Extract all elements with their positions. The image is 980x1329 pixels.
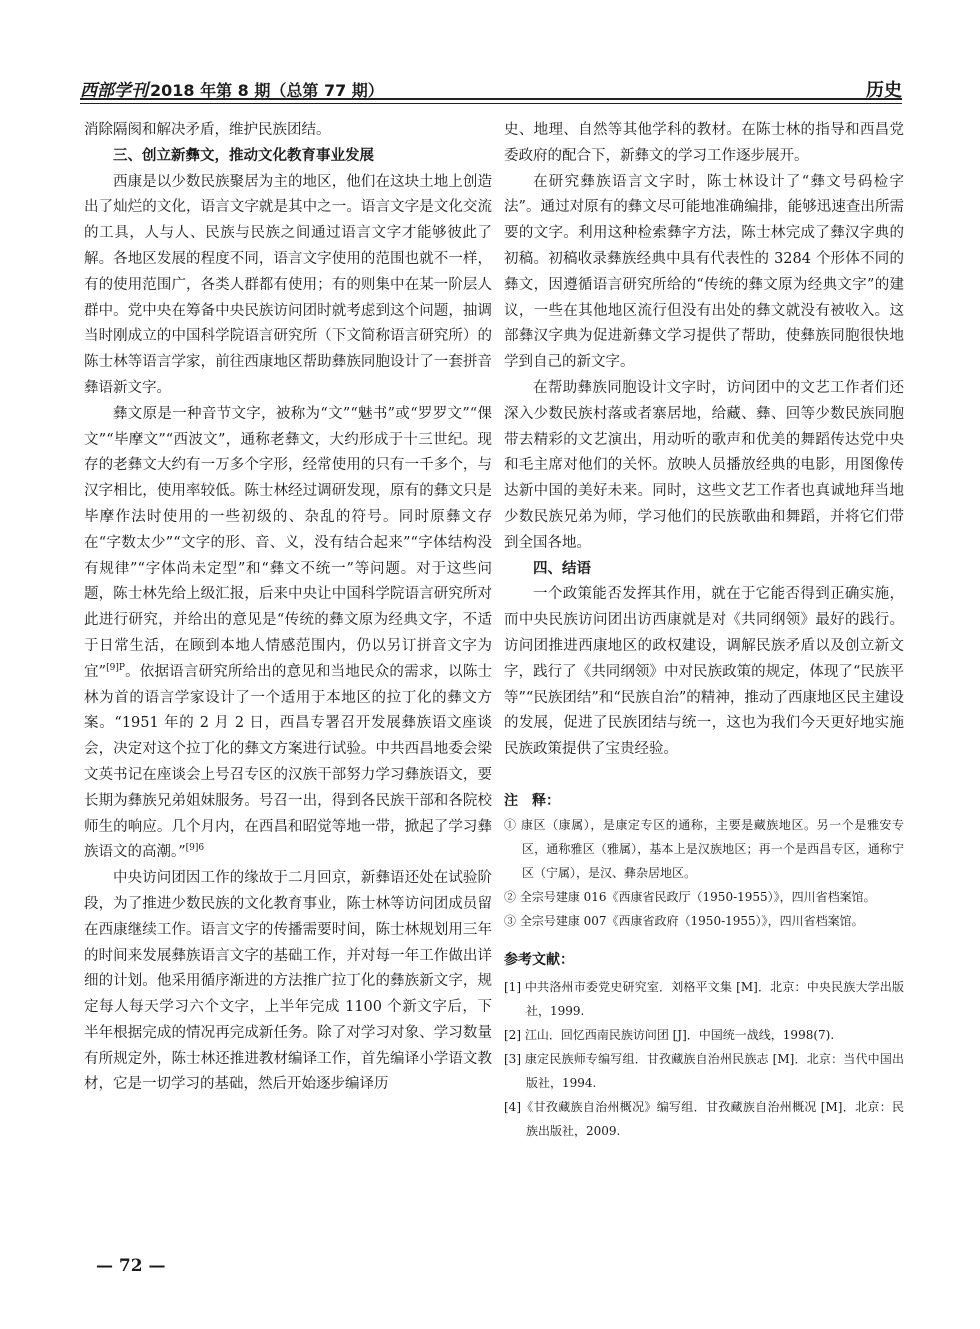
running-header (80, 64, 902, 100)
note-item: ③ 全宗号建康 007《西康省政府（1950-1955）》，四川省档案馆。 (504, 913, 864, 928)
reference-item: [2] 江山．回忆西南民族访问团 [J]．中国统一战线，1998(7). (504, 1027, 835, 1042)
paragraph: 在研究彝族语言文字时，陈士林设计了“彝文号码检字法”。通过对原有的彝文尽可能地准确编排，能够迅速查出所需要的文字。利用这种检索彝字方法，陈士林完成了彝汉字典的初稿。初稿收录彝族经典中具有代表性的 3284 个形体不同的彝文，因遵循语言研究所给的“传统的彝文原为经典文字”的建议，一些在其他地区流行但没有出处的彝文就没有被收入。这部彝汉字典为促进新彝文学习提供了帮助，使彝族同胞很快地学到自己的新文字。 (504, 173, 904, 371)
notes-title: 注 释： (504, 792, 560, 809)
paragraph-text: 。依据语言研究所给出的意见和当地民众的需求，以陈士林为首的语言学家设计了一个适用于本地区的拉丁化的彝文方案。“1951 年的 2 月 2 日，西昌专署召开发展彝族语文座谈会，决定对这个拉丁化的彝文方案进行试验。中共西昌地委会梁文英书记在座谈会上号召专区的汉族干部努力学习彝族语文，要长期为彝族兄弟姐妹服务。号召一出，得到各民族干部和各院校师生的响应。几个月内，在西昌和昭觉等地一带，掀起了学习彝族语文的高潮。” (84, 663, 493, 861)
citation-marker: [9]P (106, 662, 125, 673)
paragraph: 在帮助彝族同胞设计文字时，访问团中的文艺工作者们还深入少数民族村落或者寨居地，给藏、彝、回等少数民族同胞带去精彩的文艺演出，用动听的歌声和优美的舞蹈传达党中央和毛主席对他们的关怀。放映人员播放经典的电影，用图像传达新中国的美好未来。同时，这些文艺工作者也真诚地拜当地少数民族兄弟为师，学习他们的民族歌曲和舞蹈，并将它们带到全国各地。 (504, 379, 904, 551)
paragraph: 一个政策能否发挥其作用，就在于它能否得到正确实施，而中央民族访问团出访西康就是对《共同纲领》最好的践行。访问团推进西康地区的政权建设，调解民族矛盾以及创立新文字，践行了《共同纲领》中对民族政策的规定，体现了“民族平等”“民族团结”和“民族自治”的精神，推动了西康地区民主建设的发展，促进了民族团结与统一，这也为我们今天更好地实施民族政策提供了宝贵经验。 (504, 586, 904, 758)
paragraph-text: 彝文原是一种音节文字，被称为“文”“魅书”或“罗罗文”“倮文”“毕摩文”“西波文”，通称老彝文，大约形成于十三世纪。现存的老彝文大约有一万多个字形，经常使用的只有一千多个，与汉字相比，使用率较低。陈士林经过调研发现，原有的彝文只是毕摩作法时使用的一些初级的、杂乱的符号。同时原彝文存在“字数太少”“文字的形、音、义，没有结合起来”“字体结构没有规律”“字体尚未定型”和“彝文不统一”等问题。对于这些问题，陈士林先给上级汇报，后来中央让中国科学院语言研究所对此进行研究，并给出的意见是“传统的彝文原为经典文字，不适于日常生活，在顾到本地人情感范围内，仍以另订拼音文字为宜” (84, 405, 492, 680)
reference-item: [1] 中共洛州市委党史研究室．刘格平文集 [M]．北京：中央民族大学出版社，1999. (504, 979, 904, 1018)
paragraph (84, 402, 492, 866)
page-number: — 72 — (96, 1256, 166, 1276)
note-item: ② 全宗号建康 016《西康省民政厅（1950-1955）》，四川省档案馆。 (504, 889, 876, 904)
section-heading: 三、创立新彝文，推动文化教育事业发展 (113, 147, 374, 164)
reference-item: [4]《甘孜藏族自治州概况》编写组．甘孜藏族自治州概况 [M]．北京：民族出版社，2009. (504, 1099, 904, 1138)
header-rule (80, 98, 902, 100)
references-title: 参考文献： (504, 951, 574, 968)
header-rule-thin (80, 103, 902, 104)
right-column (504, 118, 904, 1143)
reference-item: [3] 康定民族师专编写组．甘孜藏族自治州民族志 [M]．北京：当代中国出版社，1994. (504, 1051, 904, 1090)
notes-section (504, 789, 904, 933)
references-list (504, 975, 904, 1143)
left-column (84, 118, 492, 1098)
journal-logo: 西部学刊 (80, 81, 148, 101)
section-label: 历史 (866, 80, 902, 101)
paragraph: 史、地理、自然等其他学科的教材。在陈士林的指导和西昌党委政府的配合下，新彝文的学习工作逐步展开。 (504, 122, 904, 164)
note-item: ① 康区（康属），是康定专区的通称，主要是藏族地区。另一个是雅安专区，通称雅区（雅属），基本上是汉族地区；再一个是西昌专区，通称宁区（宁属），是汉、彝杂居地区。 (504, 817, 904, 880)
issue-label: 2018 年第 8 期（总第 77 期） (150, 81, 384, 100)
paragraph: 消除隔阂和解决矛盾，维护民族团结。 (84, 122, 331, 138)
citation-marker: [9]6 (185, 843, 205, 854)
paragraph: 中央访问团因工作的缘故于二月回京，新彝语还处在试验阶段，为了推进少数民族的文化教育事业，陈士林等访问团成员留在西康继续工作。语言文字的传播需要时间，陈士林规划用三年的时间来发展彝族语言文字的基础工作，并对每一年工作做出详细的计划。他采用循序渐进的方法推广拉丁化的彝族新文字，规定每人每天学习六个文字，上半年完成 1100 个新文字后，下半年根据完成的情况再完成新任务。除了对学习对象、学习数量有所规定外，陈士林还推进教材编译工作，首先编译小学语文教材，它是一切学习的基础，然后开始逐步编译历 (84, 870, 492, 1093)
paragraph: 西康是以少数民族聚居为主的地区，他们在这块土地上创造出了灿烂的文化，语言文字就是其中之一。语言文字是文化交流的工具，人与人、民族与民族之间通过语言文字才能够彼此了解。各地区发展的程度不同，语言文字使用的范围也就不一样，有的使用范围广，各类人群都有使用；有的则集中在某一阶层人群中。党中央在筹备中央民族访问团时就考虑到这个问题，抽调当时刚成立的中国科学院语言研究所（下文简称语言研究所）的陈士林等语言学家，前往西康地区帮助彝族同胞设计了一套拼音彝语新文字。 (84, 173, 492, 396)
section-heading: 四、结语 (533, 560, 591, 577)
